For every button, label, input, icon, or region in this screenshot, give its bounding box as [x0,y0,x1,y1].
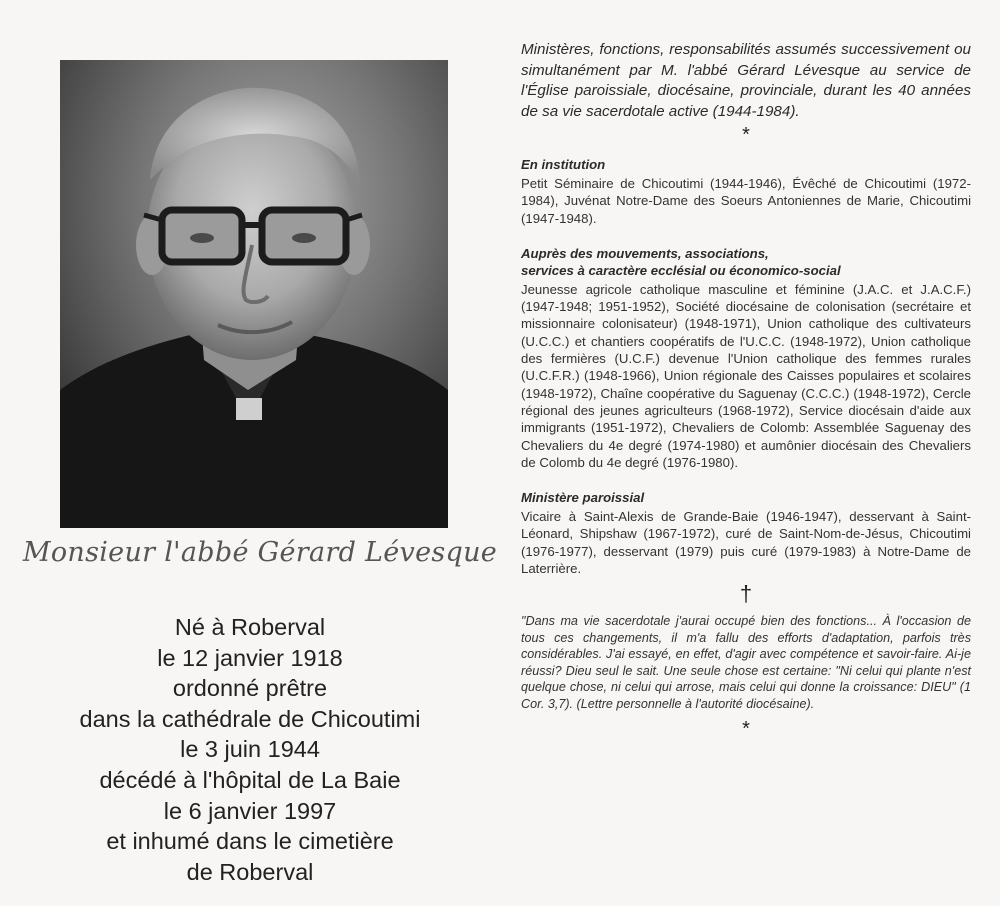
biography [40,612,460,887]
bio-line: le 6 janvier 1997 [163,797,337,824]
intro-paragraph: Ministères, fonctions, responsabilités assumés successivement ou simultanément par M. l'abbé Gérard Lévesque au service de l'Église paroissiale, diocésaine, provinciale, durant les 40 années de sa vie sacerdotale active (1944-1984). [521,41,971,120]
bio-line: et inhumé dans le cimetière [106,828,394,855]
section-title: En institution [521,157,606,172]
portrait-image [60,60,448,528]
quote-paragraph: "Dans ma vie sacerdotale j'aurai occupé bien des fonctions... À l'occasion de tous ces changements, il m'a fallu des efforts d'adaptation, parfois très considérables. J'ai essayé, en effet, d'agir avec compétence et savoir-faire. Ai-je réussi? Dieu seul le sait. Une seule chose est certaine: "Ni celui qui plante n'est quelque chose, ni celui qui arrose, mais celui qui donne la croissance: DIEU" (1 Cor. 3,7). (Lettre personnelle à l'autorité diocésaine). [521,614,971,711]
section-body: Vicaire à Saint-Alexis de Grande-Baie (1946-1947), desservant à Saint-Léonard, Shipshaw (1967-1972), curé de Saint-Nom-de-Jésus, Chicoutimi (1976-1977), desservant (1979) puis curé (1979-1983) à Notre-Dame de Laterrière. [521,509,971,577]
deceased-name: Monsieur l'abbé Gérard Lévesque [22,537,498,568]
bio-line: dans la cathédrale de Chicoutimi [79,705,421,732]
section-associations [521,245,971,471]
ministries-column [521,40,971,740]
portrait-photo [60,60,448,528]
bio-line: de Roberval [186,858,314,885]
cross-symbol: † [739,581,753,607]
bio-line: le 3 juin 1944 [180,736,320,763]
end-star: * [742,718,750,741]
section-title: services à caractère ecclésial ou économico-social [521,262,841,278]
bio-line: décédé à l'hôpital de La Baie [99,766,401,793]
section-institution [521,156,971,227]
section-body: Petit Séminaire de Chicoutimi (1944-1946), Évêché de Chicoutimi (1972-1984), Juvénat Notre-Dame des Soeurs Antoniennes de Marie, Chicoutimi (1947-1948). [521,176,971,226]
bio-line: le 12 janvier 1918 [157,644,343,671]
section-body: Jeunesse agricole catholique masculine et féminine (J.A.C. et J.A.C.F.) (1947-1948; 1951-1952), Société diocésaine de colonisation (secrétaire et missionnaire colonisateur) (1948-1971), Union catholique des cultivateurs (U.C.C.) et chantiers coopératifs de l'U.C.C. (1948-1972), Union catholique des fermières (U.C.F.) devenue l'Union catholique des femmes rurales (U.C.F.R.) (1948-1966), Union régionale des Caisses populaires et scolaires (1948-1972), Chaîne coopérative du Saguenay (C.C.C.) (1948-1972), Cercle régional des jeunes agriculteurs (1968-1972), Service diocésain d'aide aux immigrants (1951-1972), Chevaliers de Colomb: Assemblée Saguenay des Chevaliers du 4e degré (1974-1980) et aumônier diocésain des Chevaliers de Colomb du 4e degré (1976-1980). [521,281,971,470]
bio-line: Né à Roberval [174,614,326,640]
bio-line: ordonné prêtre [172,675,328,702]
section-parish-ministry [521,489,971,577]
separator-star: * [742,124,750,146]
section-title: Auprès des mouvements, associations, [521,245,769,261]
section-title: Ministère paroissial [521,490,645,506]
